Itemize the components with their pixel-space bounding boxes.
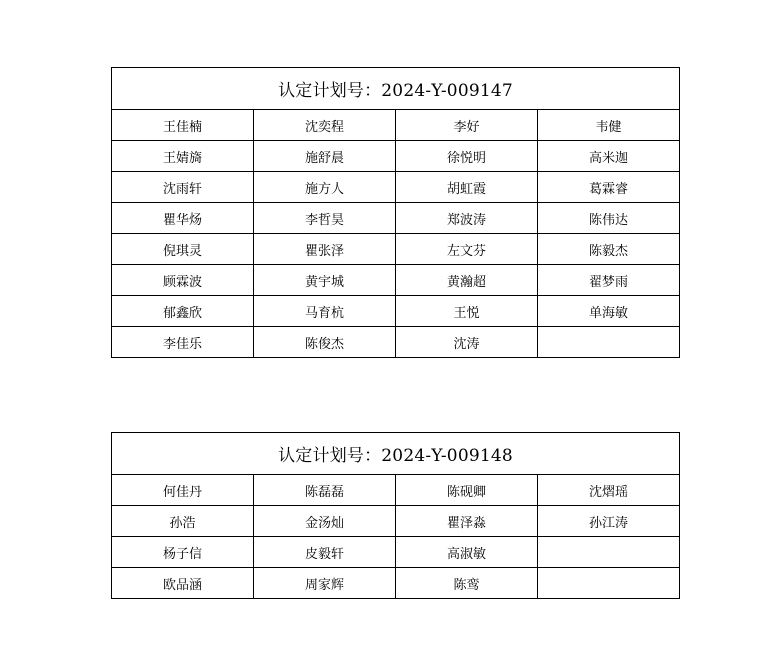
name-cell: 孙江涛 [538,506,680,537]
name-cell: 瞿张泽 [254,234,396,265]
plan-table-009147 [111,67,680,358]
name-cell: 倪琪灵 [112,234,254,265]
name-cell: 周家辉 [254,568,396,599]
name-cell: 李佳乐 [112,327,254,358]
name-cell: 徐悦明 [396,141,538,172]
table-row [112,172,680,203]
name-cell: 郑波涛 [396,203,538,234]
name-cell: 陈伟达 [538,203,680,234]
name-cell: 杨子信 [112,537,254,568]
name-cell: 韦健 [538,110,680,141]
name-cell: 胡虹霞 [396,172,538,203]
name-cell: 施舒晨 [254,141,396,172]
name-cell: 翟梦雨 [538,265,680,296]
empty-cell [538,537,680,568]
name-cell: 陈俊杰 [254,327,396,358]
name-cell: 瞿华炀 [112,203,254,234]
name-cell: 沈熠瑶 [538,475,680,506]
name-cell: 高淑敏 [396,537,538,568]
name-cell: 黄瀚超 [396,265,538,296]
name-cell: 黄宇城 [254,265,396,296]
name-cell: 陈鸾 [396,568,538,599]
table-row [112,568,680,599]
name-cell: 何佳丹 [112,475,254,506]
table-row [112,537,680,568]
name-cell: 马育杭 [254,296,396,327]
name-cell: 沈奕程 [254,110,396,141]
name-cell: 施方人 [254,172,396,203]
name-cell: 沈雨轩 [112,172,254,203]
name-cell: 李哲昊 [254,203,396,234]
empty-cell [538,327,680,358]
name-cell: 陈磊磊 [254,475,396,506]
name-cell: 单海敏 [538,296,680,327]
name-cell: 高米迦 [538,141,680,172]
name-cell: 金汤灿 [254,506,396,537]
table-row [112,234,680,265]
table-row [112,265,680,296]
name-cell: 王佳楠 [112,110,254,141]
table-row [112,110,680,141]
table-row [112,475,680,506]
table-row [112,296,680,327]
table-row [112,203,680,234]
name-cell: 陈毅杰 [538,234,680,265]
empty-cell [538,568,680,599]
plan-table-009148 [111,432,680,599]
plan-number-title: 认定计划号：2024-Y-009147 [112,68,680,110]
name-cell: 郁鑫欣 [112,296,254,327]
table-row [112,327,680,358]
name-cell: 孙浩 [112,506,254,537]
table-header-row [112,433,680,475]
name-cell: 顾霖波 [112,265,254,296]
name-cell: 沈涛 [396,327,538,358]
table-header-row [112,68,680,110]
name-cell: 皮毅轩 [254,537,396,568]
table-row [112,506,680,537]
name-cell: 王婧旖 [112,141,254,172]
name-cell: 左文芬 [396,234,538,265]
name-cell: 瞿泽淼 [396,506,538,537]
name-cell: 李好 [396,110,538,141]
plan-number-title: 认定计划号：2024-Y-009148 [112,433,680,475]
name-cell: 欧品涵 [112,568,254,599]
name-cell: 葛霖睿 [538,172,680,203]
name-cell: 陈砚卿 [396,475,538,506]
name-cell: 王悦 [396,296,538,327]
table-row [112,141,680,172]
